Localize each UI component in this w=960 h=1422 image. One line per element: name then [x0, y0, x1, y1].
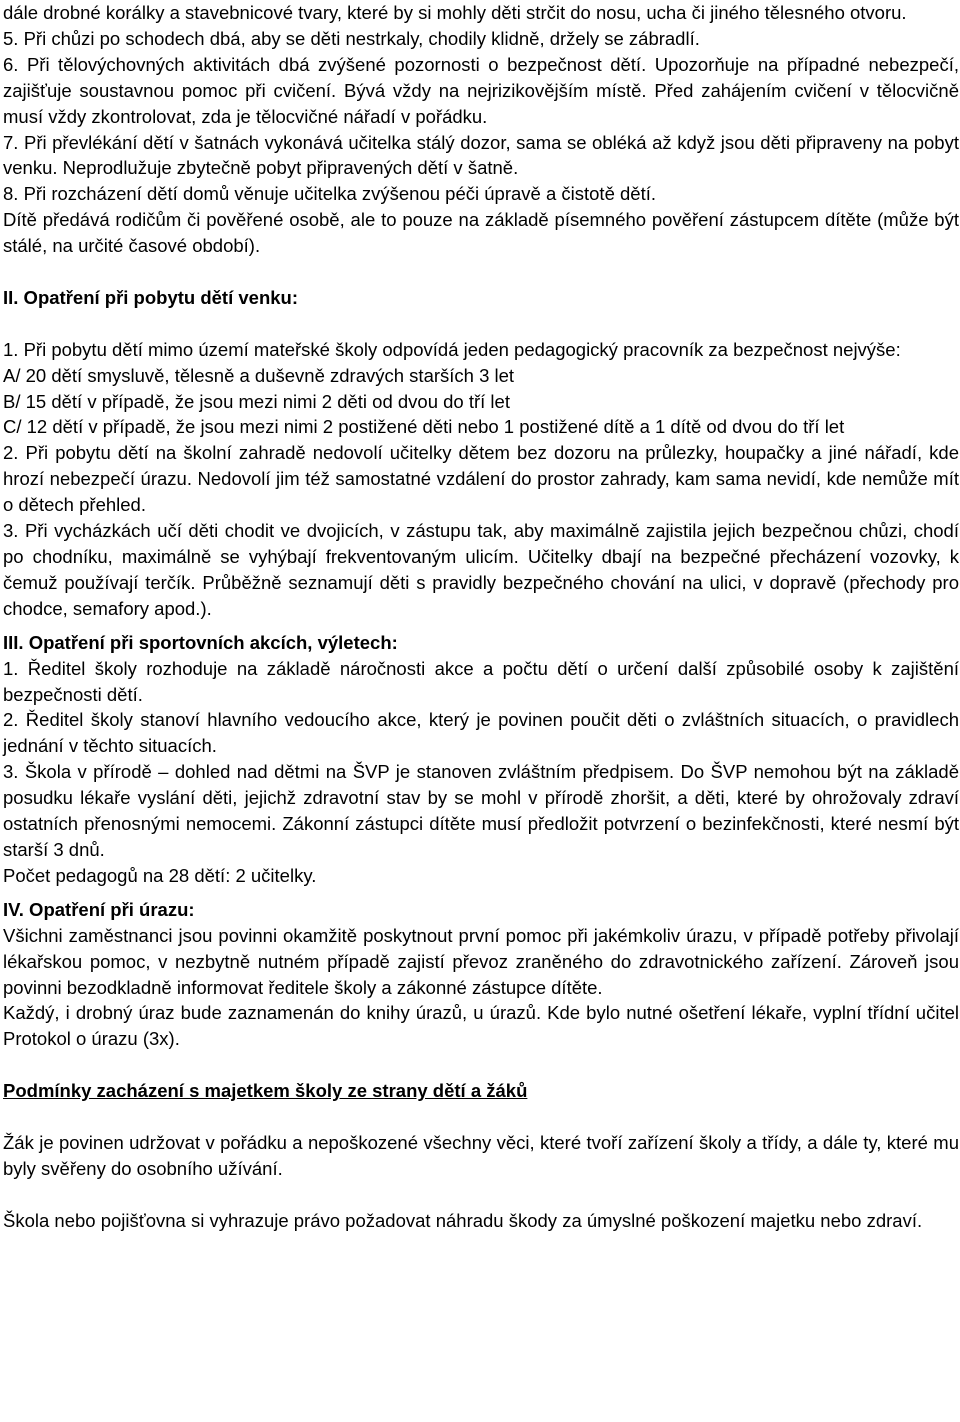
section2-paragraph-3: 3. Při vycházkách učí děti chodit ve dvojicích, v zástupu tak, aby maximálně zajistila jejich bezpečnou chůzi, chodí po chodníku, maximálně se vyhýbají frekventovaným ulicím. Učitelky dbají na bezpečné přecházení vozovky, k čemuž používají terčík. Průběžně seznamují děti s pravidly bezpečného chování na ulici, v dopravě (přechody pro chodce, semafory apod.).	[3, 520, 959, 619]
intro-paragraph-2: 5. Při chůzi po schodech dbá, aby se děti nestrkaly, chodily klidně, držely se zábradlí.	[3, 27, 700, 49]
section2-item-a: A/ 20 dětí smysluvě, tělesně a duševně zdravých starších 3 let	[3, 364, 515, 386]
section2-paragraph-1: 1. Při pobytu dětí mimo území mateřské školy odpovídá jeden pedagogický pracovník za bezpečnost nejvýše:	[3, 338, 901, 360]
spacer	[3, 1182, 959, 1208]
spacer	[3, 1104, 959, 1130]
section5-paragraph-2: Škola nebo pojišťovna si vyhrazuje právo požadovat náhradu škody za úmyslné poškození majetku nebo zdraví.	[3, 1209, 923, 1231]
spacer	[3, 1052, 959, 1078]
section4-paragraph-1: Všichni zaměstnanci jsou povinni okamžitě poskytnout první pomoc při jakémkoliv úrazu, v případě potřeby přivolají lékařskou pomoc, v nezbytně nutném případě zajistí převoz zraněného do zdravotnického zařízení. Zároveň jsou povinni bezodkladně informovat ředitele školy a zákonné zástupce dítěte.	[3, 924, 959, 998]
section3-paragraph-3: 3. Škola v přírodě – dohled nad dětmi na ŠVP je stanoven zvláštním předpisem. Do ŠVP nemohou být na základě posudku lékaře vyslání děti, jejichž zdravotní stav by se mohl v přírodě zhoršit, a děti, které by ohrožovaly zdraví ostatních přenosnými nemocemi. Zákonní zástupci dítěte musí předložit potvrzení o bezinfekčnosti, které nesmí být starší 3 dnů.	[3, 761, 959, 860]
section-heading-2: II. Opatření při pobytu dětí venku:	[3, 286, 298, 308]
spacer	[3, 259, 959, 285]
section-heading-4: IV. Opatření při úrazu:	[3, 898, 195, 920]
spacer	[3, 889, 959, 897]
section3-paragraph-1: 1. Ředitel školy rozhoduje na základě náročnosti akce a počtu dětí o určení další způsobilé osoby k zajištění bezpečnosti dětí.	[3, 657, 959, 705]
section4-paragraph-2: Každý, i drobný úraz bude zaznamenán do knihy úrazů, u úrazů. Kde bylo nutné ošetření lékaře, vyplní třídní učitel Protokol o úrazu (3x).	[3, 1002, 959, 1050]
section3-paragraph-4: Počet pedagogů na 28 dětí: 2 učitelky.	[3, 864, 317, 886]
section2-item-b: B/ 15 dětí v případě, že jsou mezi nimi 2 děti od dvou do tří let	[3, 390, 510, 412]
intro-paragraph-6: Dítě předává rodičům či pověřené osobě, ale to pouze na základě písemného pověření zástupcem dítěte (může být stálé, na určité časové období).	[3, 209, 959, 257]
intro-paragraph-5: 8. Při rozcházení dětí domů věnuje učitelka zvýšenou péči úpravě a čistotě dětí.	[3, 183, 657, 205]
spacer	[3, 311, 959, 337]
section3-paragraph-2: 2. Ředitel školy stanoví hlavního vedoucího akce, který je povinen poučit děti o zvláštních situacích, o pravidlech jednání v těchto situacích.	[3, 709, 959, 757]
intro-paragraph-4: 7. Při převlékání dětí v šatnách vykonává učitelka stálý dozor, sama se obléká až když jsou děti připraveny na pobyt venku. Neprodlužuje zbytečně pobyt připravených dětí v šatně.	[3, 131, 959, 179]
spacer	[3, 622, 959, 630]
intro-paragraph-3: 6. Při tělovýchovných aktivitách dbá zvýšené pozornosti o bezpečnost dětí. Upozorňuje na případné nebezpečí, zajišťuje soustavnou pomoc při cvičení. Bývá vždy na nejrizikovějším místě. Před zahájením cvičení v tělocvičně musí vždy zkontrolovat, zda je tělocvičné nářadí v pořádku.	[3, 53, 959, 127]
section2-paragraph-2: 2. Při pobytu dětí na školní zahradě nedovolí učitelky dětem bez dozoru na průlezky, houpačky a jiné nářadí, kde hrozí nebezpečí úrazu. Nedovolí jim též samostatné vzdálení do prostor zahrady, kam sama nevidí, kde nemůže mít o dětech přehled.	[3, 442, 959, 516]
intro-paragraph-1: dále drobné korálky a stavebnicové tvary, které by si mohly děti strčit do nosu, ucha či jiného tělesného otvoru.	[3, 2, 907, 23]
section5-paragraph-1: Žák je povinen udržovat v pořádku a nepoškozené všechny věci, které tvoří zařízení školy a třídy, a dále ty, které mu byly svěřeny do osobního užívání.	[3, 1131, 959, 1179]
section-heading-3: III. Opatření při sportovních akcích, výletech:	[3, 631, 398, 653]
document-page	[3, 0, 959, 1234]
section-heading-5: Podmínky zacházení s majetkem školy ze strany dětí a žáků	[3, 1080, 528, 1102]
section2-item-c: C/ 12 dětí v případě, že jsou mezi nimi 2 postižené děti nebo 1 postižené dítě a 1 dítě od dvou do tří let	[3, 416, 845, 438]
